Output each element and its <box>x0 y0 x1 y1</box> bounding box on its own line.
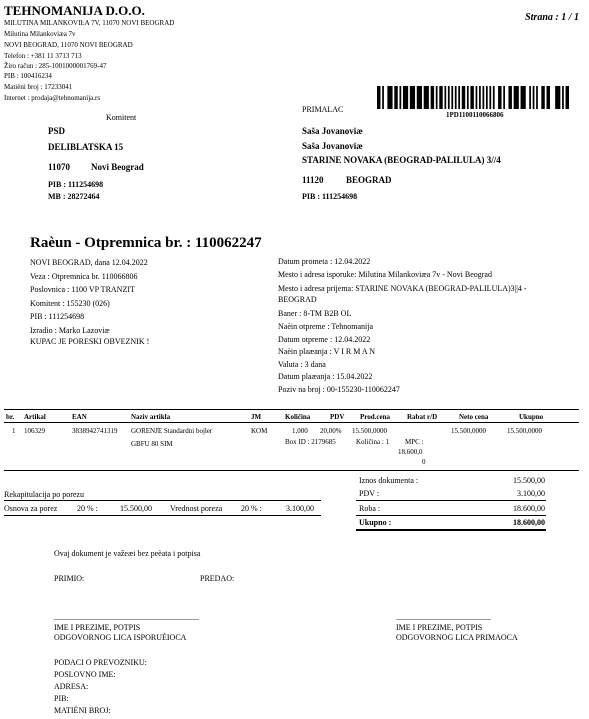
barcode-bar <box>399 86 401 109</box>
primio-label: PRIMIO: <box>54 574 85 583</box>
company-internet: Internet : prodaja@tehnomanija.rs <box>4 94 101 102</box>
document-title: Raèun - Otpremnica br. : 110062247 <box>30 235 262 251</box>
komitent-label: Komitent <box>106 113 137 122</box>
right-info <box>278 256 527 395</box>
tax-note: KUPAC JE PORESKI OBVEZNIK ! <box>30 337 150 346</box>
komitent-street: DELIBLATSKA 15 <box>48 142 124 152</box>
barcode-bar <box>479 86 481 109</box>
company-account: Žiro račun : 285-1001000001769-47 <box>4 62 107 70</box>
osnova-rate: 20 % : <box>77 504 98 513</box>
barcode-bar <box>467 86 469 109</box>
barcode-bar <box>529 86 531 109</box>
page-number: Strana : 1 / 1 <box>525 12 579 23</box>
barcode-bar <box>444 86 446 109</box>
barcode-bar <box>508 86 511 109</box>
col-pdv: PDV <box>330 413 345 421</box>
ukupno-label: Ukupno : <box>359 518 392 527</box>
ukupno-value: 18.600,00 <box>513 518 545 527</box>
col-jm: JM <box>251 413 262 421</box>
totals-line <box>356 500 546 501</box>
row-ean: 3838942741319 <box>72 427 118 435</box>
col-rabat: Rabat r/D <box>407 413 438 421</box>
company-address: MILUTINA MILANKOVIĿA 7V, 11070 NOVI BEOGRAD <box>4 19 175 27</box>
table-bottom-line <box>4 470 579 471</box>
barcode-bar <box>503 86 505 109</box>
info-line: Poslovnica : 1100 VP TRANZIT <box>30 285 135 295</box>
predao-label: PREDAO: <box>200 574 235 583</box>
vrednost-rate: 20 % : <box>241 504 262 513</box>
barcode-bar <box>417 86 422 109</box>
totals-line-2 <box>356 515 546 516</box>
info-line: PIB : 111254698 <box>30 312 85 322</box>
barcode-bar <box>486 86 488 109</box>
info-line: Naèin plaæanja : V I R M A N <box>278 346 376 356</box>
row-neto: 15.500,0000 <box>451 427 486 435</box>
info-line: Mesto i adresa prijema: STARINE NOVAKA (BEOGRAD-PALILULA)3||4 - <box>278 283 527 293</box>
barcode-bar <box>562 86 564 109</box>
barcode-bar <box>489 86 491 109</box>
primalac-name: Saša Jovanoviæ <box>302 126 363 136</box>
row-pdv: 20,00% <box>320 427 342 435</box>
col-br: br. <box>6 413 15 421</box>
col-ukupno: Ukupno <box>519 413 544 421</box>
barcode-bar <box>387 86 392 109</box>
vrednost-value: 3.100,00 <box>286 504 314 513</box>
info-line: Datum otpreme : 12.04.2022 <box>278 335 371 345</box>
barcode-bar <box>377 86 380 109</box>
barcode-bar <box>439 86 442 109</box>
info-line: Valuta : 3 dana <box>278 360 326 370</box>
iznos-label: Iznos dokumenta : <box>359 476 419 485</box>
row-naziv-2: GBFU 80 SIM <box>131 440 173 448</box>
primalac-city: BEOGRAD <box>346 175 392 185</box>
company-address-3: NOVI BEOGRAD, 11070 NOVI BEOGRAD <box>4 41 133 49</box>
table-top-line <box>4 409 579 410</box>
barcode <box>377 86 569 109</box>
row-jm: KOM <box>251 427 268 435</box>
info-line: Naèin otpreme : Tehnomanija <box>278 322 374 332</box>
sign-left-2: ODGOVORNOG LICA ISPORUÈIOCA <box>54 633 187 642</box>
barcode-bar <box>483 86 485 109</box>
komitent-pib: PIB : 111254698 <box>48 180 104 189</box>
signature-line-left <box>54 619 199 620</box>
row-boxid: Box ID : 2179685 <box>285 438 336 446</box>
komitent-mb: MB : 28272464 <box>48 192 100 201</box>
carrier-line: PIB: <box>54 694 69 703</box>
barcode-bar <box>521 86 526 109</box>
sign-left-1: IME I PREZIME, POTPIS <box>54 623 141 632</box>
komitent-name: PSD <box>48 126 66 136</box>
komitent-zip: 11070 <box>48 162 71 172</box>
company-name: TEHNOMANIJA D.O.O. <box>4 3 145 18</box>
barcode-bar <box>470 86 473 109</box>
barcode-text: 1PD1100110066806 <box>446 111 504 119</box>
info-line: Veza : Otpremnica br. 110066806 <box>30 271 138 281</box>
row-mpc-value-2: 0 <box>422 458 426 466</box>
barcode-bar <box>536 86 538 109</box>
barcode-bar <box>382 86 384 109</box>
row-kolicina-2: Količina : 1 <box>356 438 390 446</box>
barcode-bar <box>566 86 569 109</box>
row-mpc: MPC : <box>405 438 424 446</box>
recap-title: Rekapitulacija po porezu <box>4 490 84 499</box>
barcode-bar <box>410 86 415 109</box>
carrier-line: MATIÈNI BROJ: <box>54 706 111 715</box>
barcode-bar <box>431 86 434 109</box>
row-mpc-value: 18.600,0 <box>398 448 423 456</box>
validity-note: Ovaj dokument je važeæi bez peèata i potpisa <box>54 549 201 558</box>
left-info <box>30 256 148 338</box>
row-kolicina: 1,000 <box>292 427 308 435</box>
primalac-street: STARINE NOVAKA (BEOGRAD-PALILULA) 3//4 <box>302 155 501 165</box>
carrier-info <box>54 657 147 717</box>
barcode-bar <box>403 86 408 109</box>
barcode-bar <box>436 86 438 109</box>
totals-double-line <box>356 529 546 531</box>
carrier-line: POSLOVNO IME: <box>54 670 116 679</box>
col-naziv: Naziv artikla <box>131 413 171 421</box>
primalac-zip: 11120 <box>302 175 324 185</box>
row-ukupno: 15.500,0000 <box>507 427 542 435</box>
barcode-bar <box>555 86 560 109</box>
barcode-bar <box>455 86 457 109</box>
barcode-bar <box>533 86 535 109</box>
col-artikal: Artikal <box>24 413 46 421</box>
komitent-city: Novi Beograd <box>91 162 144 172</box>
recap-bottom-line <box>4 515 321 516</box>
row-prodcena: 15.500,0000 <box>352 427 387 435</box>
barcode-bar <box>462 86 465 109</box>
info-line: Baner : 8-TM B2B OL <box>278 308 352 318</box>
osnova-value: 15.500,00 <box>120 504 152 513</box>
col-kolicina: Količina <box>285 413 311 421</box>
roba-label: Roba : <box>359 504 381 513</box>
col-prodcena: Prod.cena <box>360 413 391 421</box>
osnova-label: Osnova za porez <box>4 504 58 513</box>
info-line: Datum prometa : 12.04.2022 <box>278 257 371 266</box>
primalac-pib: PIB : 111254698 <box>302 192 358 201</box>
primalac-label: PRIMALAC <box>302 105 344 114</box>
carrier-line: ADRESA: <box>54 682 89 691</box>
col-neto: Neto cena <box>459 413 489 421</box>
company-phone: Telefon : +381 11 3713 713 <box>4 52 82 60</box>
carrier-line: PODACI O PREVOZNIKU: <box>54 658 147 667</box>
iznos-value: 15.500,00 <box>513 476 545 485</box>
signature-line-right <box>396 619 491 620</box>
barcode-bar <box>451 86 453 109</box>
sign-right-1: IME I PREZIME, POTPIS <box>396 623 483 632</box>
pdv-label: PDV : <box>359 489 380 498</box>
info-line: Poziv na broj : 00-155230-110062247 <box>278 385 400 395</box>
company-pib: PIB : 100416234 <box>4 72 52 80</box>
barcode-bar <box>498 86 501 109</box>
barcode-bar <box>458 86 460 109</box>
barcode-bar <box>541 86 544 109</box>
sign-right-2: ODGOVORNOG LICA PRIMAOCA <box>396 633 518 642</box>
row-br: 1 <box>12 427 16 435</box>
recap-line <box>4 500 321 501</box>
info-line: BEOGRAD <box>278 295 317 305</box>
barcode-bar <box>448 86 450 109</box>
barcode-bar <box>394 86 397 109</box>
info-line: Mesto i adresa isporuke: Milutina Milankoviæa 7v - Novi Beograd <box>278 270 492 280</box>
row-artikal: 106329 <box>24 427 45 435</box>
roba-value: 18.600,00 <box>513 504 545 513</box>
vrednost-label: Vrednost poreza <box>170 504 223 513</box>
row-naziv: GORENJE Standardni bojler <box>131 427 213 435</box>
pdv-value: 3.100,00 <box>517 489 545 498</box>
barcode-bar <box>493 86 495 109</box>
info-line: Izradio : Marko Lazoviæ <box>30 325 110 335</box>
info-line: NOVI BEOGRAD, dana 12.04.2022 <box>30 258 148 267</box>
company-address-2: Milutina Milankoviæa 7v <box>4 30 76 38</box>
primalac-name-2: Saša Jovanoviæ <box>302 141 363 151</box>
info-line: Datum plaæanja : 15.04.2022 <box>278 371 373 381</box>
barcode-bar <box>476 86 478 109</box>
info-line: Komitent : 155230 (026) <box>30 298 110 308</box>
barcode-bar <box>424 86 429 109</box>
table-header-line <box>4 422 579 423</box>
barcode-bar <box>547 86 550 109</box>
barcode-bar <box>514 86 519 109</box>
company-mb: Matièni broj : 17233041 <box>4 83 73 91</box>
col-ean: EAN <box>72 413 87 421</box>
